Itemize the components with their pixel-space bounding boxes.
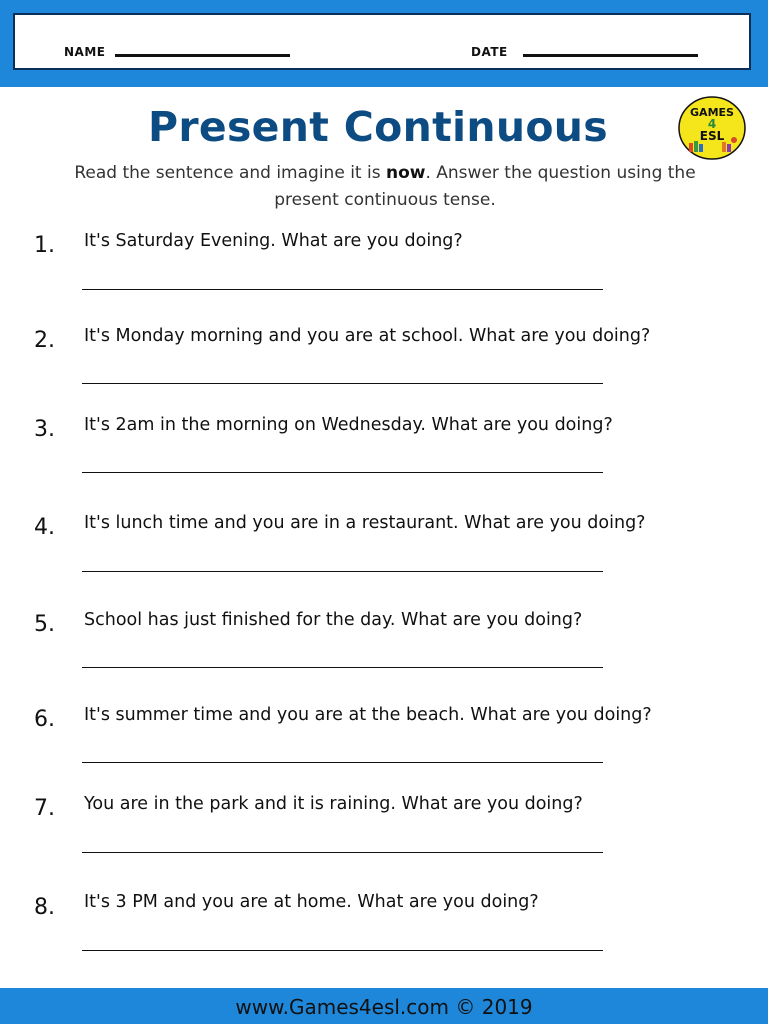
question-text: It's Monday morning and you are at school. What are you doing?	[84, 326, 651, 346]
footer-text: www.Games4esl.com © 2019	[235, 995, 533, 1019]
page-title: Present Continuous	[148, 103, 608, 151]
question-number: 5.	[34, 612, 55, 637]
question-number: 4.	[34, 515, 55, 540]
answer-line[interactable]	[82, 289, 603, 290]
question-text: It's summer time and you are at the beach. What are you doing?	[84, 705, 652, 725]
name-date-box	[13, 13, 751, 70]
answer-line[interactable]	[82, 667, 603, 668]
answer-line[interactable]	[82, 762, 603, 763]
question-text: It's 3 PM and you are at home. What are you doing?	[84, 892, 539, 912]
name-field-line	[115, 54, 290, 57]
question-text: It's lunch time and you are in a restaurant. What are you doing?	[84, 513, 646, 533]
answer-line[interactable]	[82, 571, 603, 572]
instructions-text-after: . Answer the question using the present continuous tense.	[274, 163, 696, 210]
question-number: 7.	[34, 796, 55, 821]
question-text: It's Saturday Evening. What are you doing?	[84, 231, 463, 251]
question-number: 1.	[34, 233, 55, 258]
answer-line[interactable]	[82, 852, 603, 853]
games4esl-logo	[678, 96, 746, 160]
instructions	[70, 160, 700, 214]
question-text: School has just finished for the day. What are you doing?	[84, 610, 583, 630]
name-label: NAME	[64, 45, 106, 59]
question-number: 8.	[34, 895, 55, 920]
instructions-text-before: Read the sentence and imagine it is	[74, 163, 386, 183]
logo-text-games: GAMES	[690, 106, 734, 119]
answer-line[interactable]	[82, 472, 603, 473]
logo-text-4: 4	[707, 117, 717, 131]
date-label: DATE	[471, 45, 508, 59]
question-number: 3.	[34, 417, 55, 442]
question-number: 6.	[34, 707, 55, 732]
instructions-bold-word: now	[385, 163, 426, 183]
date-field-line	[523, 54, 698, 57]
question-number: 2.	[34, 328, 55, 353]
answer-line[interactable]	[82, 950, 603, 951]
answer-line[interactable]	[82, 383, 603, 384]
question-text: You are in the park and it is raining. What are you doing?	[84, 794, 583, 814]
question-text: It's 2am in the morning on Wednesday. What are you doing?	[84, 415, 613, 435]
logo-text-esl: ESL	[699, 129, 725, 143]
